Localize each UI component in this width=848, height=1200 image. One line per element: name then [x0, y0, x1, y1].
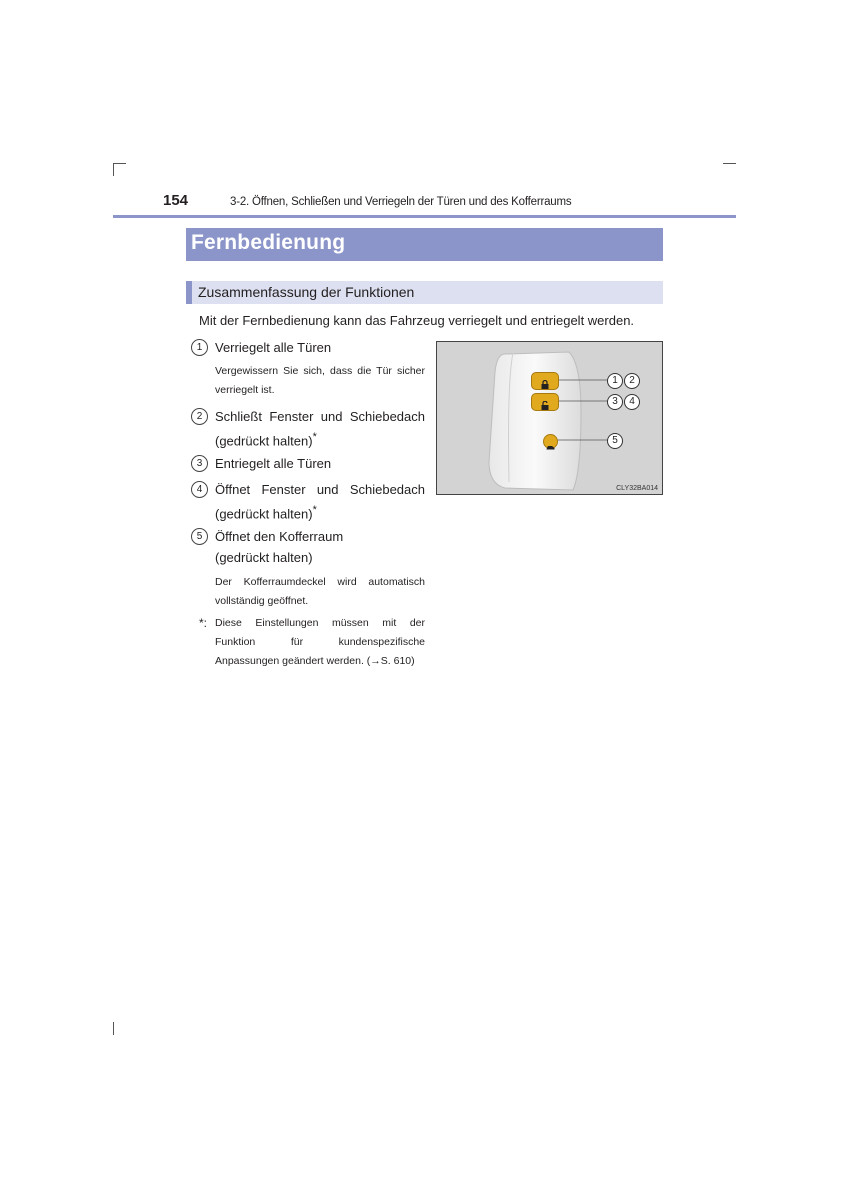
footnote-star: *:: [199, 616, 208, 630]
item-1-note-line2: verriegelt ist.: [215, 384, 275, 396]
item-4-line1: Öffnet Fenster und Schiebedach: [215, 482, 425, 497]
key-fob-figure: [436, 341, 663, 495]
trunk-icon: [546, 438, 555, 445]
item-2-star: *: [312, 431, 317, 443]
item-text-1: [215, 337, 425, 358]
item-number-3: 3: [191, 455, 208, 472]
figure-callout-3: 3: [607, 394, 623, 410]
figure-callout-4: 4: [624, 394, 640, 410]
item-text-5: [215, 526, 425, 568]
figure-callout-2: 2: [624, 373, 640, 389]
item-number-5: 5: [191, 528, 208, 545]
lock-icon: [541, 376, 549, 385]
crop-mark-top-left-h: [113, 163, 126, 164]
item-3-line1: Entriegelt alle Türen: [215, 456, 332, 471]
item-number-1: 1: [191, 339, 208, 356]
section-title: Fernbedienung: [191, 231, 346, 254]
item-5-line2: (gedrückt halten): [215, 550, 313, 565]
header-rule: [113, 215, 736, 218]
section-title-bar: [186, 228, 663, 261]
unlock-button: [531, 393, 559, 411]
item-2-line2: (gedrückt halten): [215, 433, 313, 449]
figure-code: CLY32BA014: [616, 485, 658, 492]
item-text-3: [215, 453, 425, 474]
item-1-note-line1: Vergewissern Sie sich, dass die Tür sicher: [215, 365, 425, 377]
item-5-note-line2: vollständig geöffnet.: [215, 595, 309, 607]
trunk-button: [543, 434, 558, 449]
item-number-2: 2: [191, 408, 208, 425]
item-text-4: [215, 479, 425, 524]
crop-mark-top-right-h: [723, 163, 736, 164]
item-5-line1: Öffnet den Kofferraum: [215, 529, 344, 544]
intro-text: Mit der Fernbedienung kann das Fahrzeug verriegelt und entriegelt werden.: [199, 313, 635, 328]
subsection-title: Zusammenfassung der Funktionen: [198, 284, 415, 300]
subsection-accent: [186, 281, 192, 304]
item-1-line1: Verriegelt alle Türen: [215, 340, 332, 355]
footnote-text: Diese Einstellungen müssen mit der Funktion für kundenspezifische Anpassungen geändert werden. (→S. 610): [215, 617, 425, 667]
lock-button: [531, 372, 559, 390]
figure-callout-5: 5: [607, 433, 623, 449]
unlock-icon: [541, 397, 549, 406]
item-5-note-line1: Der Kofferraumdeckel wird automatisch: [215, 576, 425, 588]
crop-mark-bottom-left-v: [113, 1022, 114, 1035]
item-4-star: *: [312, 504, 317, 516]
subsection-title-bar: [186, 281, 663, 304]
item-number-4: 4: [191, 481, 208, 498]
key-fob-illustration: [437, 342, 662, 494]
item-2-line1: Schließt Fenster und Schiebedach: [215, 409, 425, 424]
item-4-line2: (gedrückt halten): [215, 506, 313, 522]
crop-mark-top-left-v: [113, 163, 114, 176]
item-text-2: [215, 406, 425, 451]
running-header-title: 3-2. Öffnen, Schließen und Verriegeln der Türen und des Kofferraums: [230, 196, 572, 208]
figure-callout-1: 1: [607, 373, 623, 389]
page-number: 154: [163, 192, 189, 209]
